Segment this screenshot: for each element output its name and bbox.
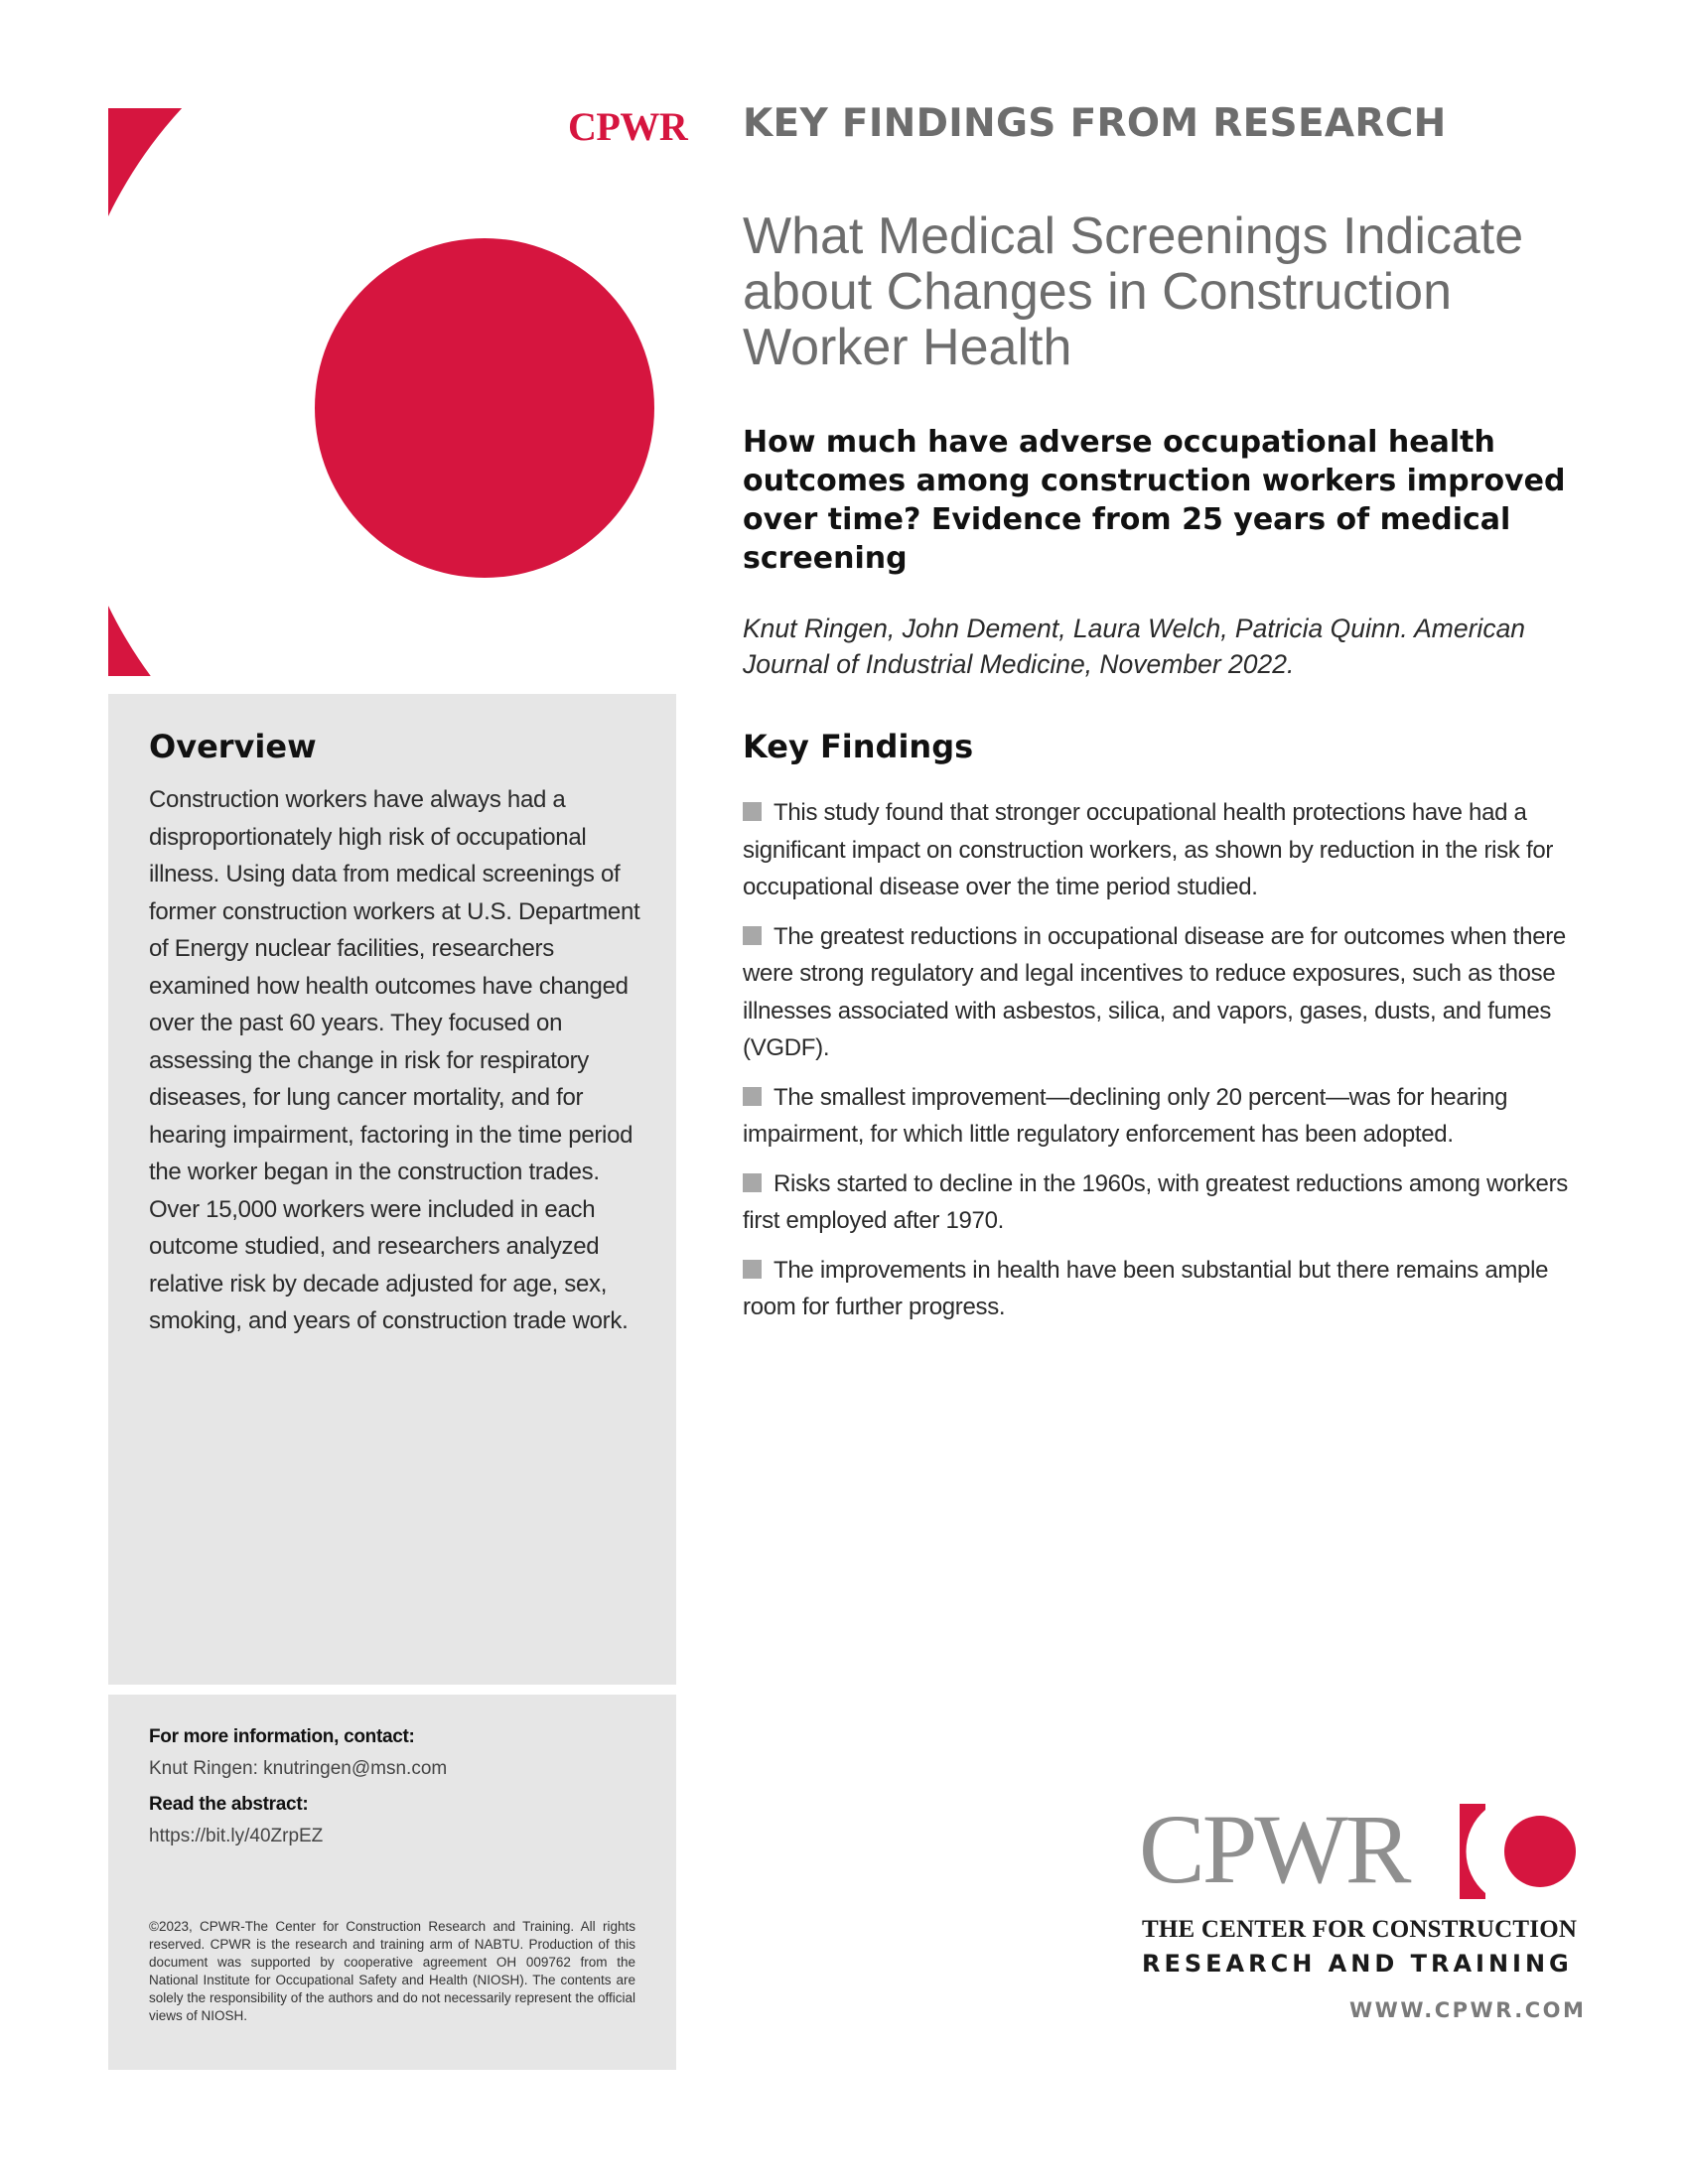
contact-email-link[interactable]: Knut Ringen: knutringen@msn.com: [149, 1758, 448, 1779]
abstract-link[interactable]: https://bit.ly/40ZrpEZ: [149, 1826, 324, 1846]
abstract-label: Read the abstract:: [149, 1794, 309, 1815]
key-finding-text: This study found that stronger occupational health protections have had a significant impact on construction workers, as shown by reduction in the risk for occupational disease over the time period studied.: [743, 799, 1554, 900]
footer-logo-line2: RESEARCH AND TRAINING: [1142, 1950, 1573, 1978]
citation: Knut Ringen, John Dement, Laura Welch, Patricia Quinn. American Journal of Industrial Medicine, November 2022.: [743, 614, 1526, 679]
study-title: How much have adverse occupational health outcomes among construction workers improved over time? Evidence from 25 years of medical screening: [743, 425, 1566, 576]
key-finding-text: Risks started to decline in the 1960s, with greatest reductions among workers first employed after 1970.: [743, 1169, 1568, 1234]
key-findings-list: [743, 794, 1582, 1338]
overview-heading: Overview: [149, 728, 317, 765]
key-finding-item: [743, 918, 1582, 1067]
document-title: What Medical Screenings Indicate about Changes in Construction Worker Health: [743, 207, 1524, 376]
square-bullet-icon: [743, 1087, 762, 1106]
key-finding-text: The greatest reductions in occupational disease are for outcomes when there were strong regulatory and legal incentives to reduce exposures, such as those illnesses associated with asbestos, silica, and vapors, gases, dusts, and fumes (VGDF).: [743, 922, 1566, 1061]
key-finding-item: [743, 1079, 1582, 1154]
overview-body: Construction workers have always had a disproportionately high risk of occupational illness. Using data from medical screenings of former construction workers at U.S. Department of Energy nuclear facilities, researchers examined how health outcomes have changed over the past 60 years. They focused on assessing the change in risk for respiratory diseases, for lung cancer mortality, and for hearing impairment, factoring in the time period the worker began in the construction trades. Over 15,000 workers were included in each outcome studied, and researchers analyzed relative risk by decade adjusted for age, sex, smoking, and years of construction trade work.: [149, 786, 640, 1334]
key-finding-item: [743, 1252, 1582, 1326]
key-findings-heading: Key Findings: [743, 728, 974, 765]
square-bullet-icon: [743, 1260, 762, 1279]
website-link[interactable]: WWW.CPWR.COM: [1349, 1998, 1587, 2022]
contact-info-label: For more information, contact:: [149, 1726, 415, 1747]
footer-logo-line1: THE CENTER FOR CONSTRUCTION: [1142, 1916, 1578, 1943]
copyright-notice: ©2023, CPWR-The Center for Construction Research and Training. All rights reserved. CPWR is the research and training arm of NABTU. Production of this document was supported by cooperative agreement OH 009762 from the National Institute for Occupational Safety and Health (NIOSH). The contents are solely the responsibility of the authors and do not necessarily represent the official views of NIOSH.: [149, 1919, 635, 2023]
header-brand-logo: CPWR: [568, 104, 688, 149]
square-bullet-icon: [743, 926, 762, 945]
square-bullet-icon: [743, 1173, 762, 1192]
header-title: KEY FINDINGS FROM RESEARCH: [743, 101, 1447, 146]
decorative-circle-graphic: [108, 108, 676, 676]
footer-logo-wordmark: CPWR: [1139, 1794, 1409, 1904]
key-finding-item: [743, 794, 1582, 906]
key-finding-item: [743, 1165, 1582, 1240]
key-finding-text: The improvements in health have been substantial but there remains ample room for further progress.: [743, 1256, 1549, 1320]
square-bullet-icon: [743, 802, 762, 821]
key-finding-text: The smallest improvement—declining only 20 percent—was for hearing impairment, for which little regulatory enforcement has been adopted.: [743, 1083, 1508, 1148]
cpwr-logo-mark-icon: [1460, 1804, 1579, 1899]
